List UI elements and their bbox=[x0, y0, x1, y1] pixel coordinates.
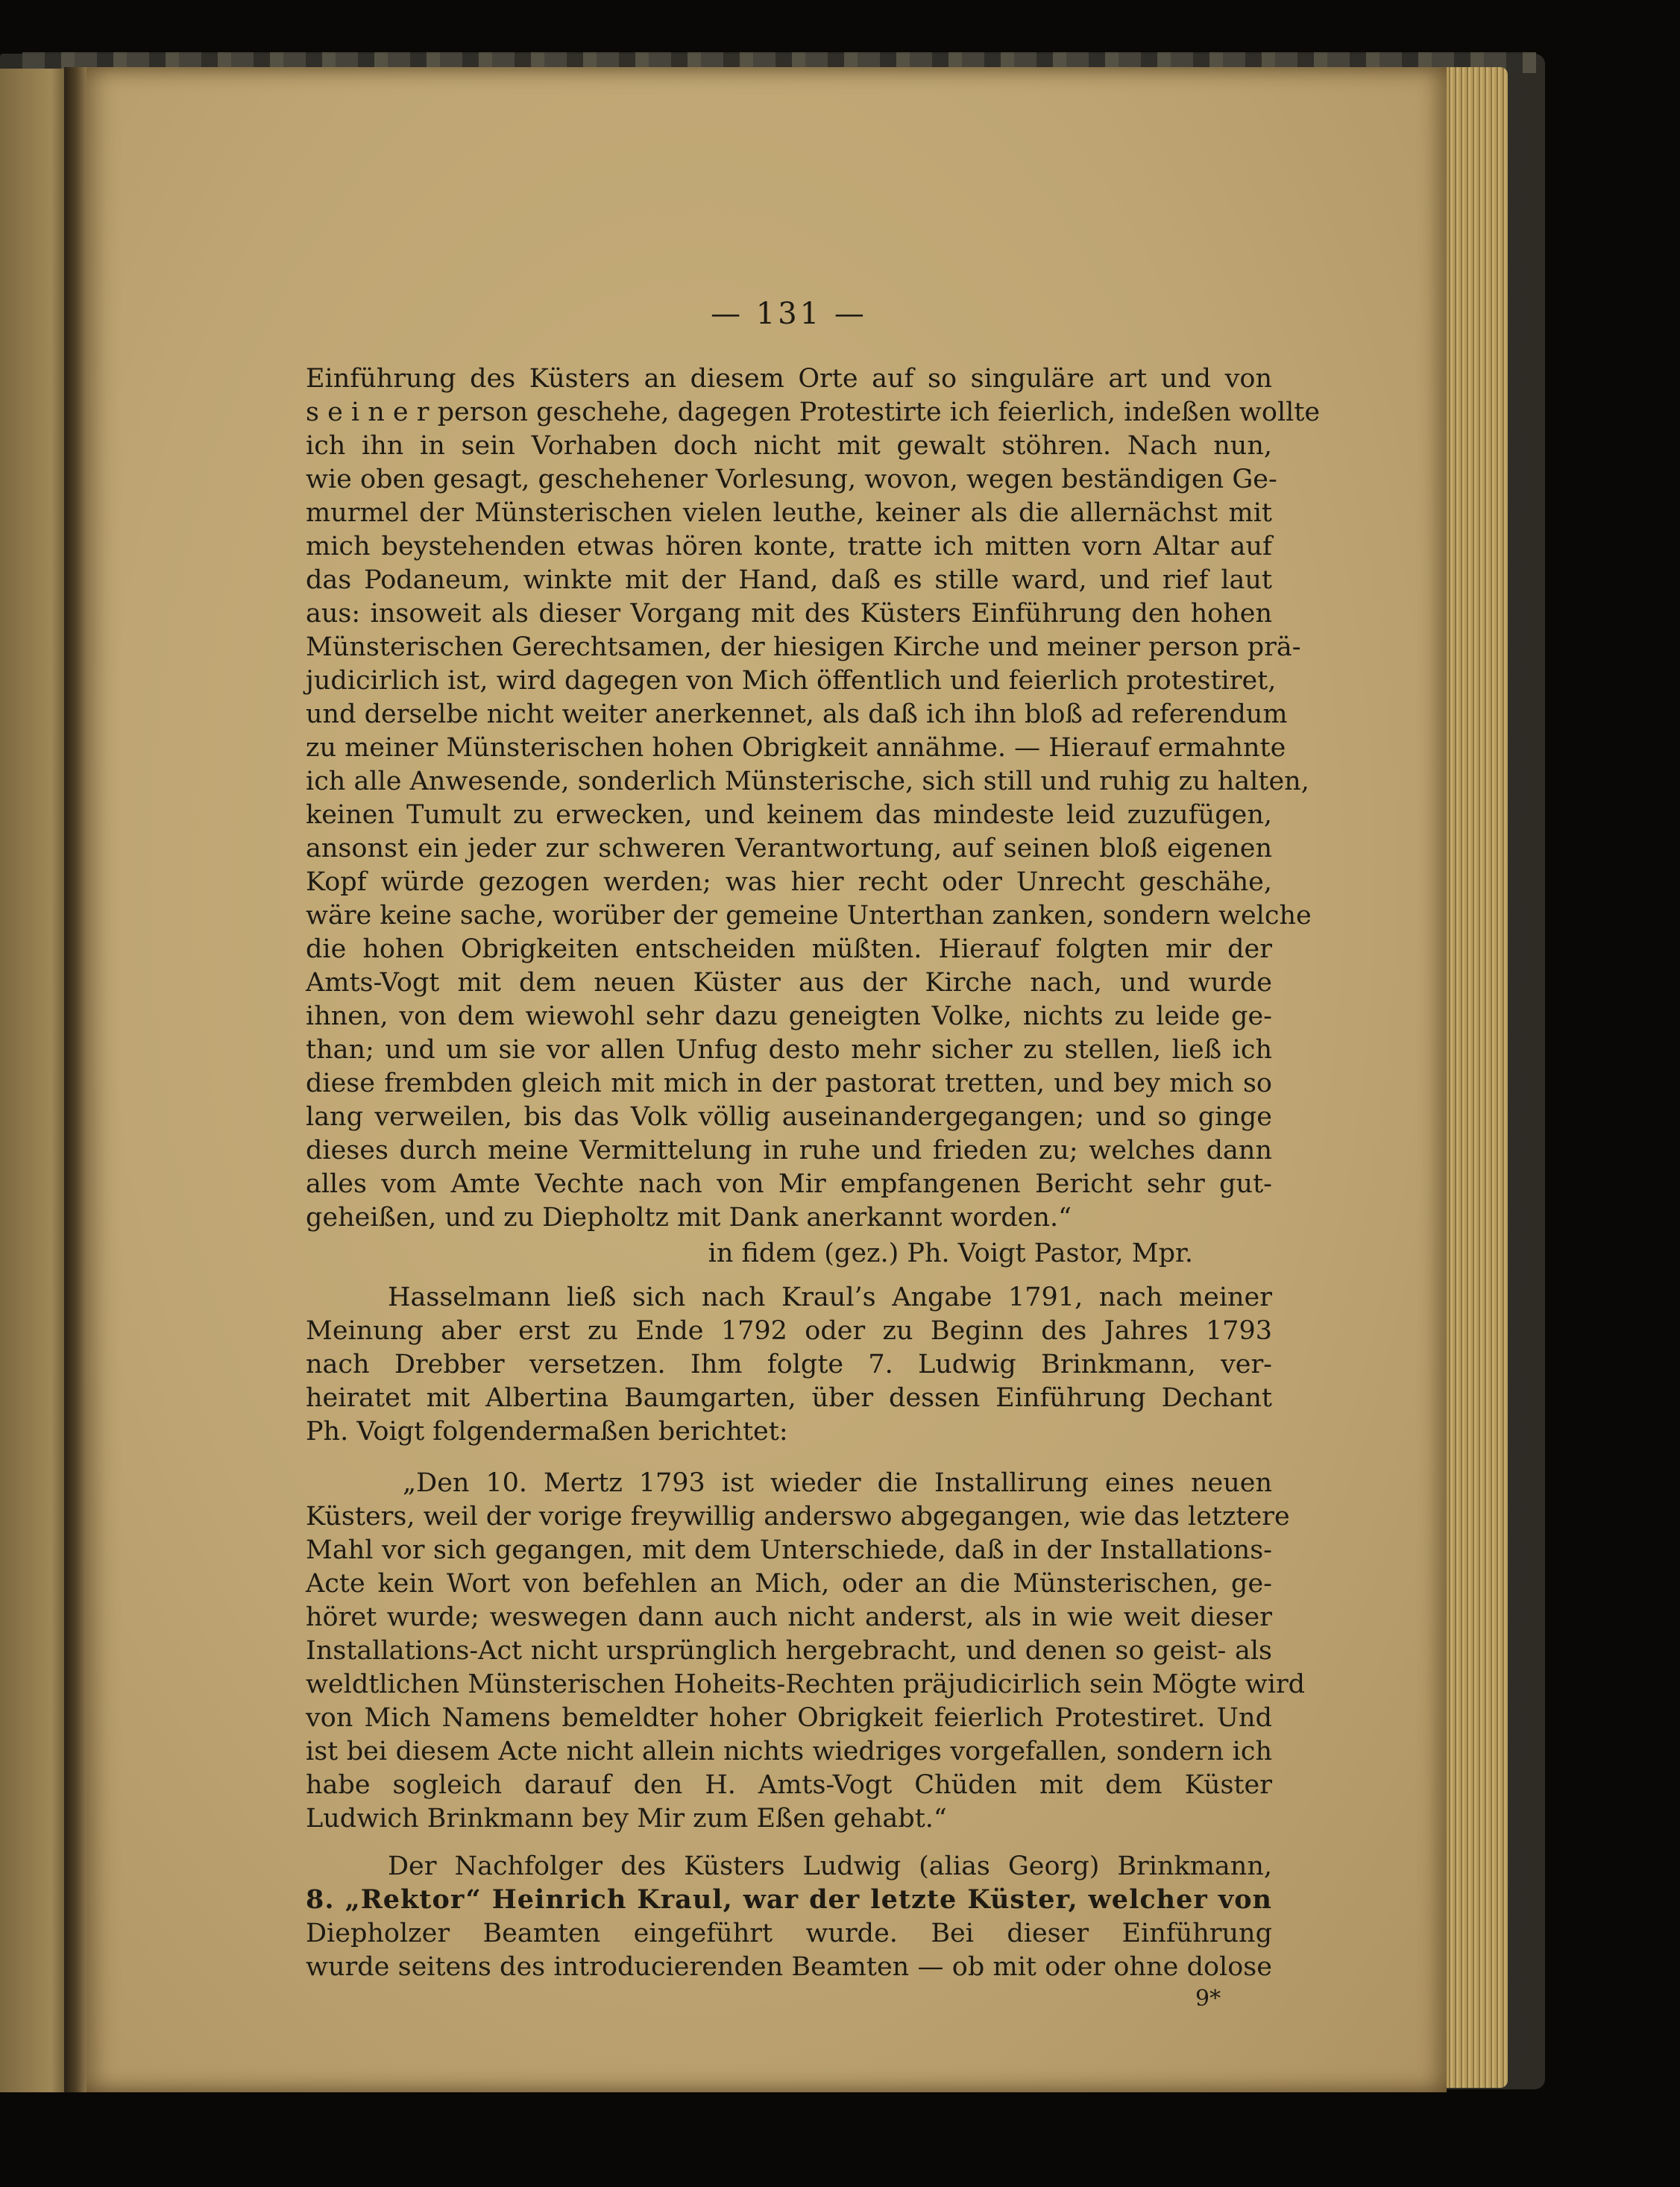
text-line: zu meiner Münsterischen hohen Obrigkeit annähme. — Hierauf ermahnte bbox=[306, 733, 1286, 763]
text-line: Küsters, weil der vorige freywillig anderswo abgegangen, wie das letztere bbox=[306, 1502, 1290, 1532]
text-line: das Podaneum, winkte mit der Hand, daß es stille ward, und rief laut bbox=[306, 565, 1272, 595]
text-line: Ludwich Brinkmann bey Mir zum Eßen gehabt.“ bbox=[306, 1804, 947, 1834]
text-line: weldtlichen Münsterischen Hoheits-Rechten präjudicirlich sein Mögte wird bbox=[306, 1670, 1306, 1699]
text-line: Einführung des Küsters an diesem Orte auf so singuläre art und von bbox=[306, 364, 1272, 394]
text-line: Amts-Vogt mit dem neuen Küster aus der Kirche nach, und wurde bbox=[306, 968, 1272, 998]
text-line: murmel der Münsterischen vielen leuthe, keiner als die allernächst mit bbox=[306, 498, 1272, 528]
text-line: diese frembden gleich mit mich in der pastorat tretten, und bey mich so bbox=[306, 1069, 1272, 1098]
page-number: — 131 — bbox=[711, 297, 867, 331]
text-line: Ph. Voigt folgendermaßen berichtet: bbox=[306, 1417, 788, 1447]
text-line: ihnen, von dem wiewohl sehr dazu geneigten Volke, nichts zu leide ge- bbox=[306, 1001, 1272, 1031]
text-line: Acte kein Wort von befehlen an Mich, oder an die Münsterischen, ge- bbox=[306, 1569, 1272, 1599]
text-line: Der Nachfolger des Küsters Ludwig (alias Georg) Brinkmann, bbox=[388, 1851, 1272, 1881]
text-line: Münsterischen Gerechtsamen, der hiesigen Kirche und meiner person prä- bbox=[306, 632, 1301, 662]
signature-line: in fidem (gez.) Ph. Voigt Pastor, Mpr. bbox=[708, 1239, 1193, 1268]
left-page-edge bbox=[0, 69, 73, 2092]
text-line: Installations-Act nicht ursprünglich hergebracht, und denen so geist- als bbox=[306, 1636, 1272, 1666]
text-line: dieses durch meine Vermittelung in ruhe und frieden zu; welches dann bbox=[306, 1136, 1272, 1165]
text-line: von Mich Namens bemeldter hoher Obrigkeit feierlich Protestiret. Und bbox=[306, 1703, 1272, 1733]
text-line: die hohen Obrigkeiten entscheiden müßten. Hierauf folgten mir der bbox=[306, 934, 1272, 964]
text-line: s e i n e r person geschehe, dagegen Protestirte ich feierlich, indeßen wollte bbox=[306, 397, 1321, 427]
text-line: höret wurde; weswegen dann auch nicht anderst, als in wie weit dieser bbox=[306, 1602, 1272, 1632]
text-line: wurde seitens des introducierenden Beamten — ob mit oder ohne dolose bbox=[306, 1952, 1272, 1982]
text-line: than; und um sie vor allen Unfug desto mehr sicher zu stellen, ließ ich bbox=[306, 1035, 1272, 1065]
signature-mark: 9* bbox=[1195, 1986, 1221, 2012]
text-line: wie oben gesagt, geschehener Vorlesung, wovon, wegen beständigen Ge- bbox=[306, 465, 1277, 494]
page-edges-stack bbox=[1441, 67, 1508, 2088]
text-line: nach Drebber versetzen. Ihm folgte 7. Ludwig Brinkmann, ver- bbox=[306, 1350, 1272, 1379]
text-line: ansonst ein jeder zur schweren Verantwortung, auf seinen bloß eigenen bbox=[306, 834, 1272, 863]
text-line: 8. „Rektor“ Heinrich Kraul, war der letzte Küster, welcher von bbox=[306, 1884, 1272, 1915]
text-line: aus: insoweit als dieser Vorgang mit des Küsters Einführung den hohen bbox=[306, 599, 1272, 629]
text-line: ich alle Anwesende, sonderlich Münsterische, sich still und ruhig zu halten, bbox=[306, 767, 1309, 796]
book-gutter bbox=[64, 67, 86, 2092]
text-line: judicirlich ist, wird dagegen von Mich öffentlich und feierlich protestiret, bbox=[306, 666, 1277, 696]
text-line: Meinung aber erst zu Ende 1792 oder zu Beginn des Jahres 1793 bbox=[306, 1316, 1272, 1346]
text-line: ich ihn in sein Vorhaben doch nicht mit gewalt stöhren. Nach nun, bbox=[306, 431, 1272, 461]
text-line: „Den 10. Mertz 1793 ist wieder die Installirung eines neuen bbox=[403, 1468, 1272, 1498]
text-line: heiratet mit Albertina Baumgarten, über dessen Einführung Dechant bbox=[306, 1383, 1272, 1413]
text-line: keinen Tumult zu erwecken, und keinem das mindeste leid zuzufügen, bbox=[306, 800, 1272, 830]
text-line: Diepholzer Beamten eingeführt wurde. Bei dieser Einführung bbox=[306, 1919, 1272, 1948]
text-line: und derselbe nicht weiter anerkennet, als daß ich ihn bloß ad referendum bbox=[306, 699, 1288, 729]
text-line: mich beystehenden etwas hören konte, tratte ich mitten vorn Altar auf bbox=[306, 532, 1272, 561]
text-line: ist bei diesem Acte nicht allein nichts wiedriges vorgefallen, sondern ich bbox=[306, 1737, 1272, 1766]
text-line: habe sogleich darauf den H. Amts-Vogt Chüden mit dem Küster bbox=[306, 1770, 1272, 1800]
text-line: Kopf würde gezogen werden; was hier recht oder Unrecht geschähe, bbox=[306, 867, 1272, 897]
text-line: lang verweilen, bis das Volk völlig auseinandergegangen; und so ginge bbox=[306, 1102, 1272, 1132]
text-line: alles vom Amte Vechte nach von Mir empfangenen Bericht sehr gut- bbox=[306, 1169, 1272, 1199]
text-line: Mahl vor sich gegangen, mit dem Unterschiede, daß in der Installations- bbox=[306, 1535, 1272, 1565]
text-line: geheißen, und zu Diepholtz mit Dank anerkannt worden.“ bbox=[306, 1203, 1072, 1233]
text-line: wäre keine sache, worüber der gemeine Unterthan zanken, sondern welche bbox=[306, 901, 1312, 931]
book-page bbox=[81, 67, 1447, 2092]
text-line: Hasselmann ließ sich nach Kraul’s Angabe 1791, nach meiner bbox=[388, 1283, 1272, 1312]
